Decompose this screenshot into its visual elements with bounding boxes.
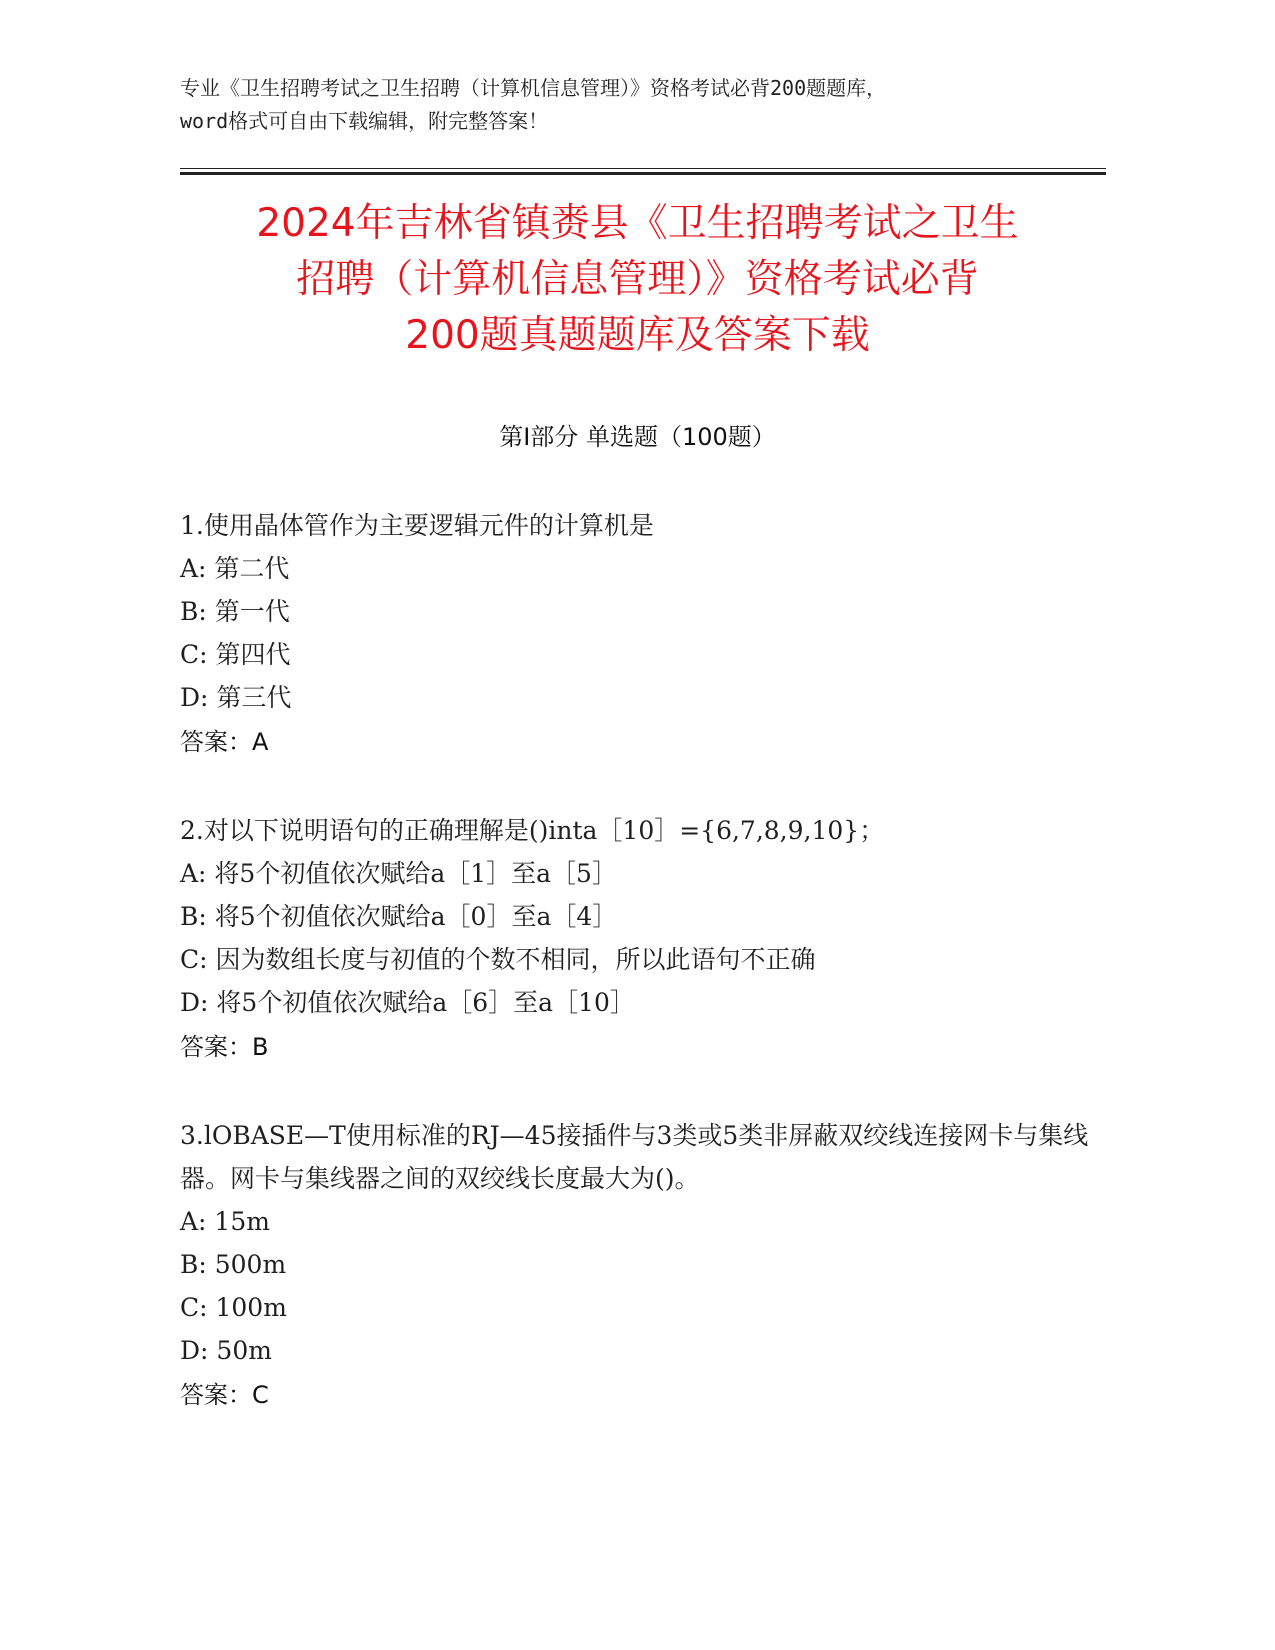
- header-note-line-1: 专业《卫生招聘考试之卫生招聘（计算机信息管理）》资格考试必背200题题库，: [180, 76, 887, 100]
- option-d: D: 50m: [180, 1336, 272, 1365]
- header-rule-thick: [180, 172, 1106, 175]
- option-d: D: 第三代: [180, 683, 292, 712]
- answer: 答案：C: [180, 1381, 269, 1409]
- question-3: [180, 1114, 1110, 1418]
- option-b: B: 将5个初值依次赋给a［0］至a［4］: [180, 902, 618, 931]
- option-a: A: 将5个初值依次赋给a［1］至a［5］: [180, 859, 617, 888]
- title-line-1: 2024年吉林省镇赉县《卫生招聘考试之卫生: [256, 201, 1019, 246]
- answer: 答案：B: [180, 1033, 269, 1061]
- question-stem: 2.对以下说明语句的正确理解是()inta［10］={6,7,8,9,10}；: [180, 816, 885, 845]
- header-note: [180, 72, 1100, 138]
- option-b: B: 500m: [180, 1250, 287, 1279]
- header-note-line-2: word格式可自由下载编辑，附完整答案！: [180, 109, 549, 133]
- option-c: C: 因为数组长度与初值的个数不相同，所以此语句不正确: [180, 945, 816, 974]
- title-line-2: 招聘（计算机信息管理）》资格考试必背: [296, 257, 979, 302]
- title-line-3: 200题真题题库及答案下载: [405, 313, 870, 358]
- option-a: A: 15m: [180, 1207, 270, 1236]
- question-2: [180, 809, 1110, 1070]
- question-1: [180, 504, 1110, 765]
- option-c: C: 100m: [180, 1293, 287, 1322]
- option-b: B: 第一代: [180, 597, 290, 626]
- question-stem: 1.使用晶体管作为主要逻辑元件的计算机是: [180, 511, 654, 540]
- document-title: [150, 196, 1125, 364]
- section-heading: 第I部分 单选题（100题）: [499, 423, 776, 451]
- header-rule-thin: [180, 168, 1106, 169]
- option-d: D: 将5个初值依次赋给a［6］至a［10］: [180, 988, 635, 1017]
- answer: 答案：A: [180, 728, 269, 756]
- option-c: C: 第四代: [180, 640, 291, 669]
- question-stem: 3.lOBASE—T使用标准的RJ—45接插件与3类或5类非屏蔽双绞线连接网卡与集线器。网卡与集线器之间的双绞线长度最大为()。: [180, 1121, 1089, 1193]
- option-a: A: 第二代: [180, 554, 290, 583]
